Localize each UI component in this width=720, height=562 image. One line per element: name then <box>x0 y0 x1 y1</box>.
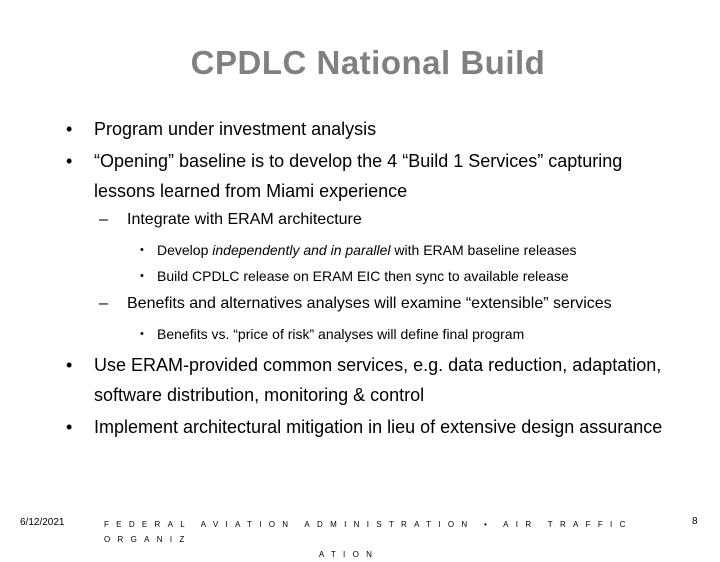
bullet-item <box>66 146 626 206</box>
bullet-icon: • <box>140 244 144 256</box>
bullet-text: Program under investment analysis <box>94 119 377 139</box>
bullet-text: “Opening” baseline is to develop the 4 “Build 1 Services” capturing lessons learned from Miami experience <box>94 151 623 201</box>
bullet-icon: • <box>66 355 73 375</box>
slide-title: CPDLC National Build <box>190 44 546 81</box>
sub-sub-bullet-text <box>157 241 700 259</box>
footer-org-line1: FEDERAL AVIATION ADMINISTRATION • AIR TRAFFIC ORGANIZ <box>104 520 633 544</box>
bullet-icon: • <box>66 119 73 139</box>
bullet-icon: • <box>140 328 144 340</box>
sub-sub-bullet-text: Benefits vs. “price of risk” analyses will define final program <box>157 326 525 342</box>
dash-icon: – <box>99 295 108 312</box>
sub-bullet-item <box>99 293 709 315</box>
sub-sub-bullet-text: Build CPDLC release on ERAM EIC then sync to available release <box>157 268 569 284</box>
text-plain: with ERAM baseline releases <box>390 242 577 258</box>
sub-bullet-text: Benefits and alternatives analyses will examine “extensible” services <box>127 295 612 312</box>
bullet-item <box>66 114 706 144</box>
bullet-item <box>66 350 666 410</box>
sub-sub-bullet-item <box>140 241 700 259</box>
dash-icon: – <box>99 211 108 228</box>
footer-date: 6/12/2021 <box>20 517 65 528</box>
page-number: 8 <box>692 516 698 527</box>
text-emphasis: independently and in parallel <box>212 242 391 258</box>
sub-bullet-text: Integrate with ERAM architecture <box>127 211 362 228</box>
text-plain: Develop <box>157 242 213 258</box>
sub-bullet-item <box>99 209 699 231</box>
sub-sub-bullet-item <box>140 267 700 285</box>
bullet-icon: • <box>140 270 144 282</box>
sub-sub-bullet-item <box>140 325 700 343</box>
bullet-icon: • <box>66 151 73 171</box>
footer-org-line2: ATION <box>318 550 380 559</box>
bullet-text: Implement architectural mitigation in lieu of extensive design assurance <box>94 417 663 437</box>
bullet-icon: • <box>66 417 73 437</box>
bullet-item <box>66 412 666 442</box>
bullet-text: Use ERAM-provided common services, e.g. data reduction, adaptation, software distribution, monitoring & control <box>94 355 662 405</box>
